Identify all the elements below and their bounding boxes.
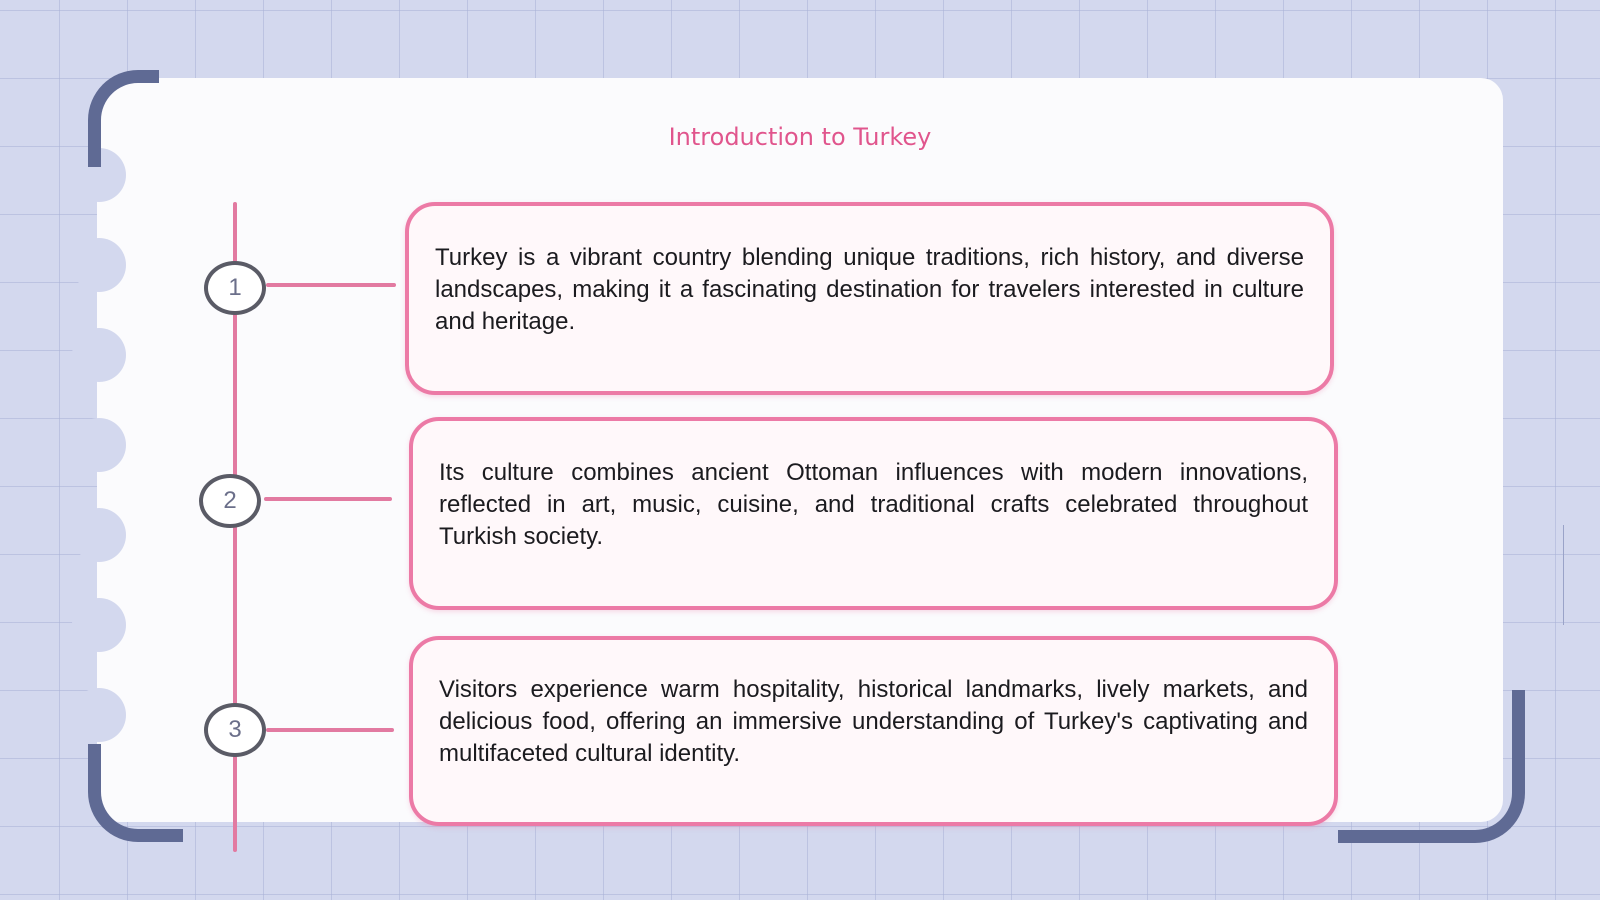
notebook-hole [72,238,126,292]
info-card-text: Visitors experience warm hospitality, historical landmarks, lively markets, and delicious food, offering an immersive understanding of Turkey's captivating and multifaceted cultural identity. [439,676,1308,767]
connector-line-3 [266,728,394,732]
step-number-1: 1 [204,261,266,315]
decorative-line [1563,525,1564,625]
corner-bracket-top-left [88,70,159,167]
info-card-text: Its culture combines ancient Ottoman influences with modern innovations, reflected in art, music, cuisine, and traditional crafts celebrated throughout Turkish society. [439,458,1308,550]
notebook-hole [72,598,126,652]
corner-bracket-bottom-left [88,744,183,842]
notebook-hole [72,688,126,742]
corner-bracket-bottom-right [1338,690,1525,843]
notebook-hole [72,418,126,472]
info-card-2 [409,417,1338,610]
connector-line-2 [264,497,392,501]
connector-line-1 [266,283,396,287]
step-number-3: 3 [204,703,266,757]
info-card-text: Turkey is a vibrant country blending unique traditions, rich history, and diverse landscapes, making it a fascinating destination for travelers interested in culture and heritage. [435,243,1304,335]
info-card-1 [405,202,1334,395]
notebook-hole [72,508,126,562]
info-card-3 [409,636,1338,826]
slide-title: Introduction to Turkey [668,123,932,151]
notebook-hole [72,328,126,382]
step-number-2: 2 [199,474,261,528]
